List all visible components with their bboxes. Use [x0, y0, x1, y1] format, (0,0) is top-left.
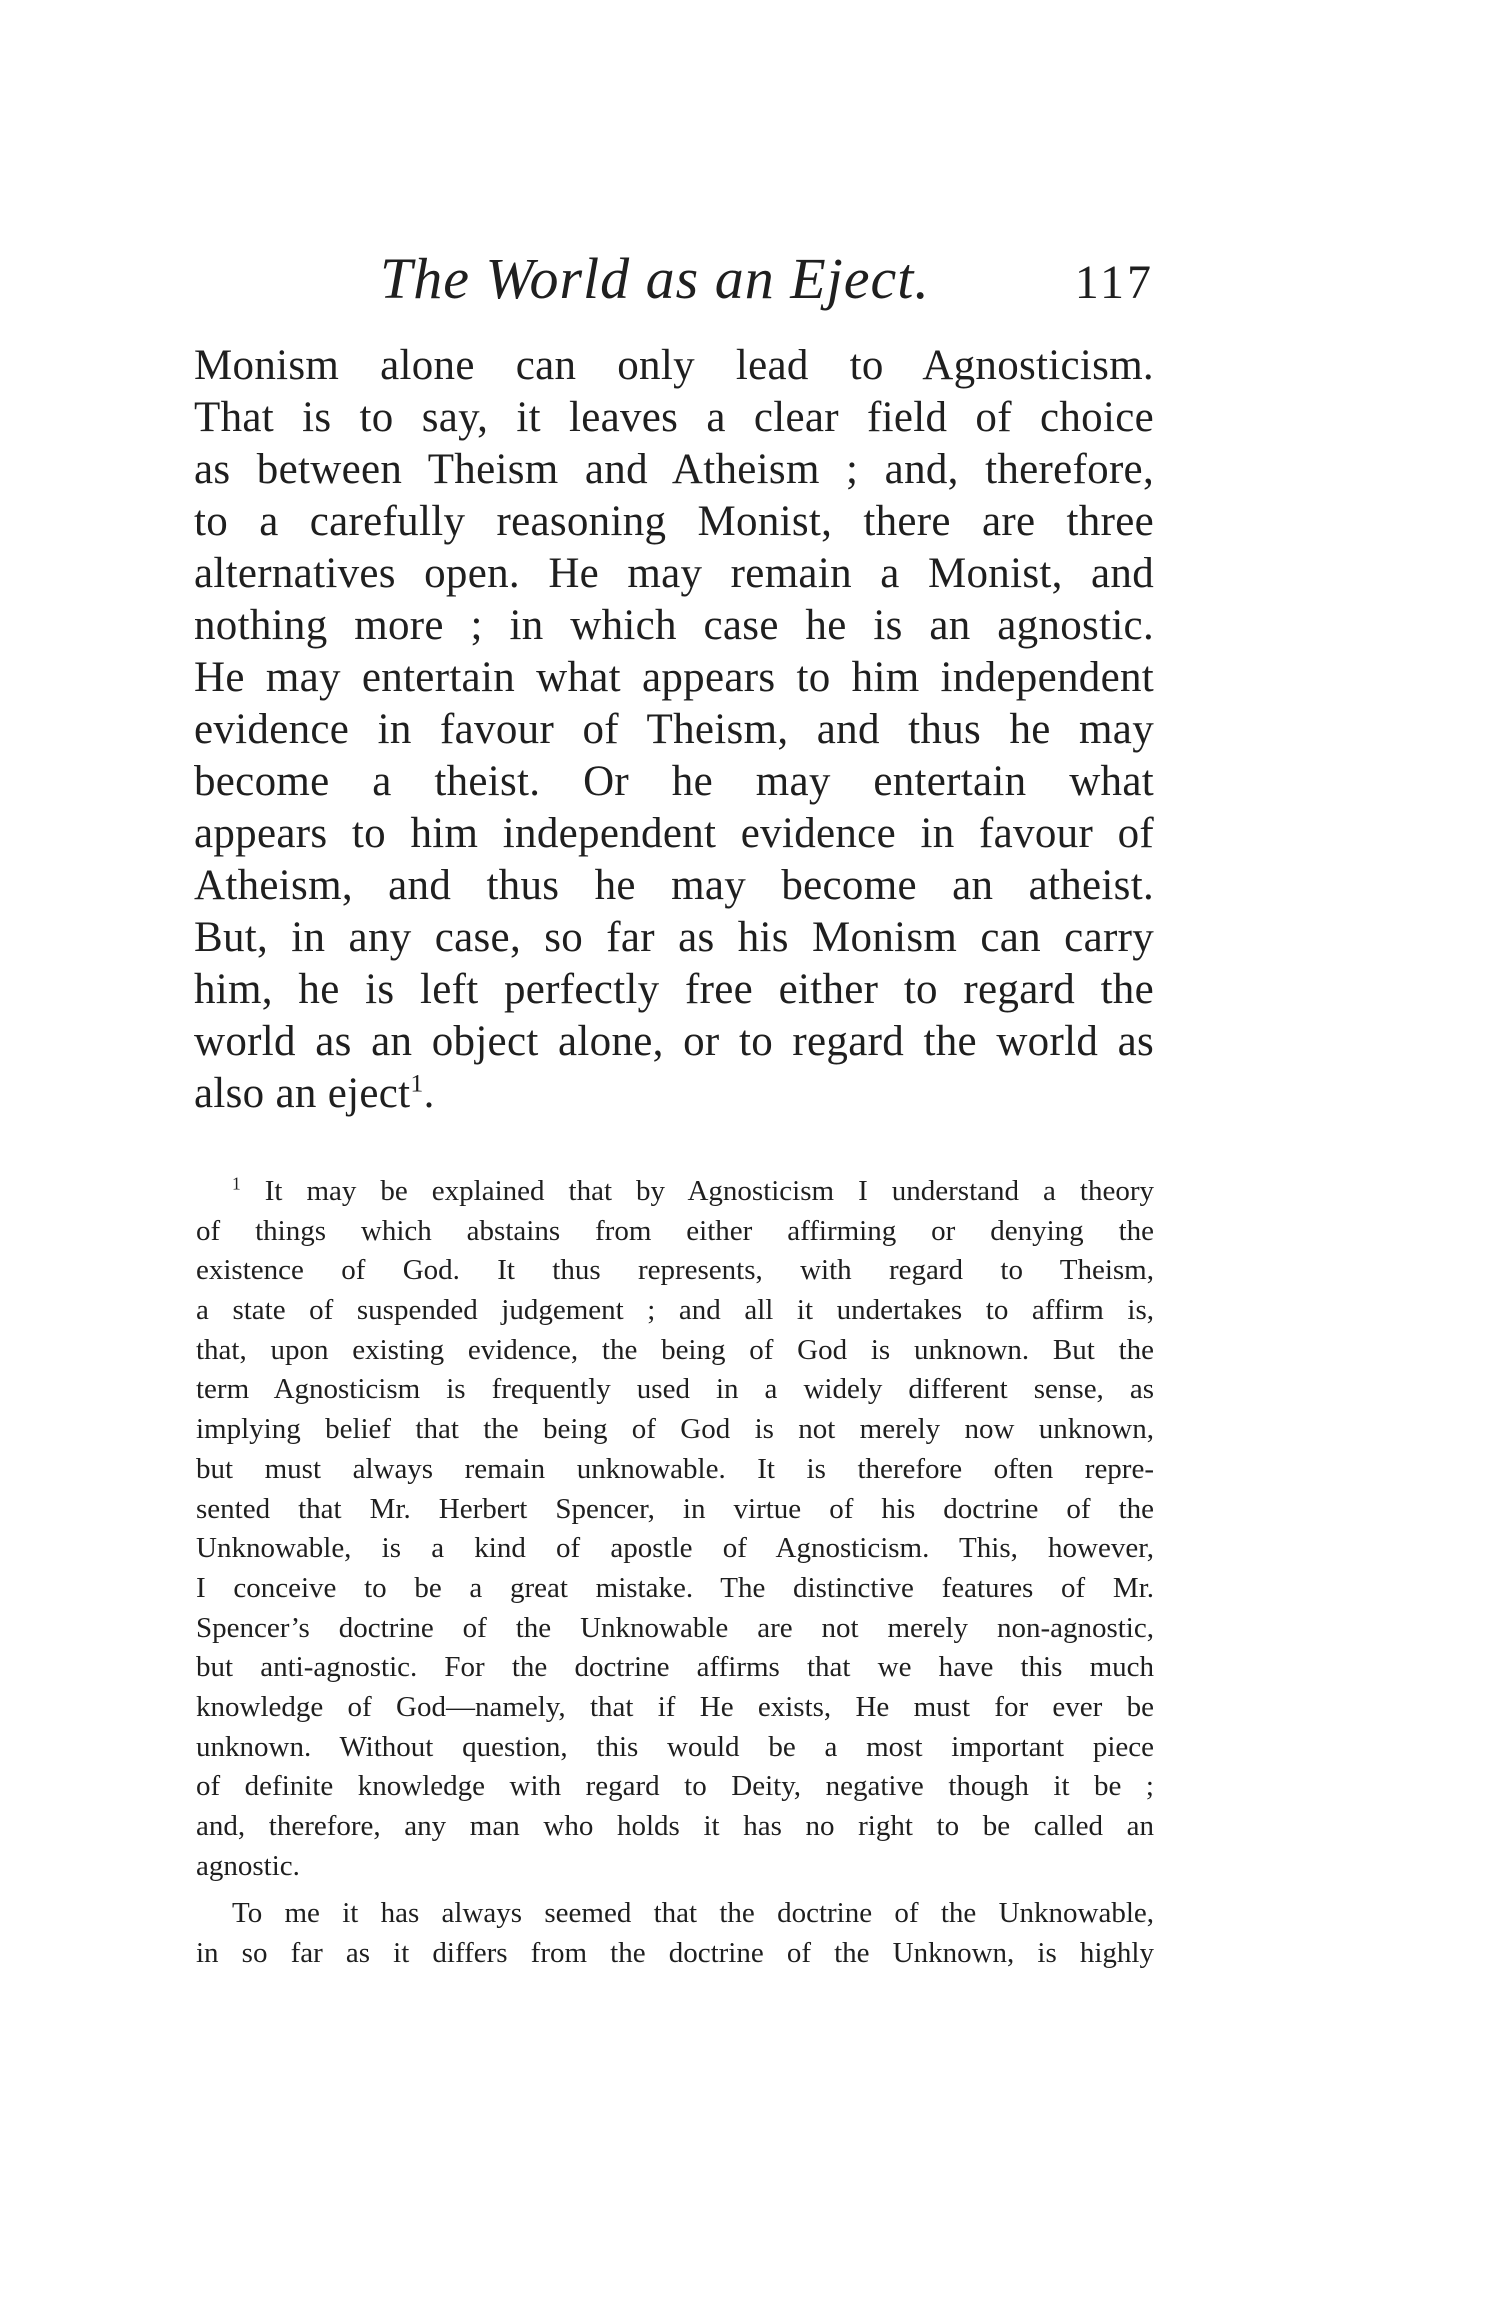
footnote-line: but anti-agnostic. For the doctrine affirms that we have this much	[196, 1651, 1154, 1684]
footnote-line: of things which abstains from either affirming or denying the	[196, 1214, 1154, 1247]
text-line: as between Theism and Atheism ; and, therefore,	[194, 446, 1154, 493]
footnote-line-last: agnostic.	[196, 1849, 300, 1882]
text-fragment: .	[423, 1070, 435, 1117]
text-line: to a carefully reasoning Monist, there are three	[194, 498, 1154, 545]
footnote-line: in so far as it differs from the doctrine of the Unknown, is highly	[196, 1937, 1154, 1970]
footnote-line: knowledge of God—namely, that if He exists, He must for ever be	[196, 1690, 1154, 1723]
text-line: alternatives open. He may remain a Monist, and	[194, 550, 1154, 597]
footnote-line: of definite knowledge with regard to Deity, negative though it be ;	[196, 1770, 1154, 1803]
text-line: world as an object alone, or to regard the world as	[194, 1018, 1154, 1065]
text-line: He may entertain what appears to him independent	[194, 654, 1154, 701]
text-fragment: also an eject	[194, 1070, 411, 1117]
footnote-reference[interactable]: 1	[410, 1068, 424, 1098]
footnote-line: unknown. Without question, this would be a most important piece	[196, 1730, 1154, 1763]
paragraph-gap	[196, 1886, 1154, 1894]
footnote-line: that, upon existing evidence, the being of God is unknown. But the	[196, 1333, 1154, 1366]
footnote-line	[196, 1172, 1154, 1212]
text-line: Monism alone can only lead to Agnosticism.	[194, 342, 1154, 389]
text-line: evidence in favour of Theism, and thus he may	[194, 706, 1154, 753]
footnote-line: a state of suspended judgement ; and all it undertakes to affirm is,	[196, 1294, 1154, 1327]
running-title: The World as an Eject.	[380, 246, 930, 311]
footnote-line: To me it has always seemed that the doctrine of the Unknowable,	[232, 1897, 1154, 1930]
text-line: nothing more ; in which case he is an agnostic.	[194, 602, 1154, 649]
footnote-line: term Agnosticism is frequently used in a widely different sense, as	[196, 1373, 1154, 1406]
page-number: 117	[1074, 256, 1154, 309]
footnote	[196, 1172, 1154, 1974]
text-line: Atheism, and thus he may become an atheist.	[194, 862, 1154, 909]
footnote-line: implying belief that the being of God is not merely now unknown,	[196, 1413, 1154, 1446]
footnote-line: I conceive to be a great mistake. The distinctive features of Mr.	[196, 1571, 1154, 1604]
footnote-marker: 1	[232, 1173, 241, 1194]
text-line: him, he is left perfectly free either to regard the	[194, 966, 1154, 1013]
text-line: become a theist. Or he may entertain what	[194, 758, 1154, 805]
text-line: But, in any case, so far as his Monism can carry	[194, 914, 1154, 961]
footnote-line: but must always remain unknowable. It is therefore often repre-	[196, 1452, 1154, 1485]
footnote-line: and, therefore, any man who holds it has no right to be called an	[196, 1810, 1154, 1842]
main-paragraph	[194, 340, 1154, 1120]
text-line-last	[194, 1068, 1154, 1120]
footnote-line: Unknowable, is a kind of apostle of Agnosticism. This, however,	[196, 1532, 1154, 1565]
footnote-line: Spencer’s doctrine of the Unknowable are not merely non-agnostic,	[196, 1611, 1154, 1644]
footnote-text: It may be explained that by Agnosticism I understand a theory	[264, 1175, 1155, 1207]
footnote-line: existence of God. It thus represents, with regard to Theism,	[196, 1254, 1154, 1287]
text-line: That is to say, it leaves a clear field of choice	[194, 394, 1154, 441]
running-head	[194, 244, 1154, 314]
text-line: appears to him independent evidence in favour of	[194, 810, 1154, 857]
footnote-line: sented that Mr. Herbert Spencer, in virtue of his doctrine of the	[196, 1492, 1154, 1525]
